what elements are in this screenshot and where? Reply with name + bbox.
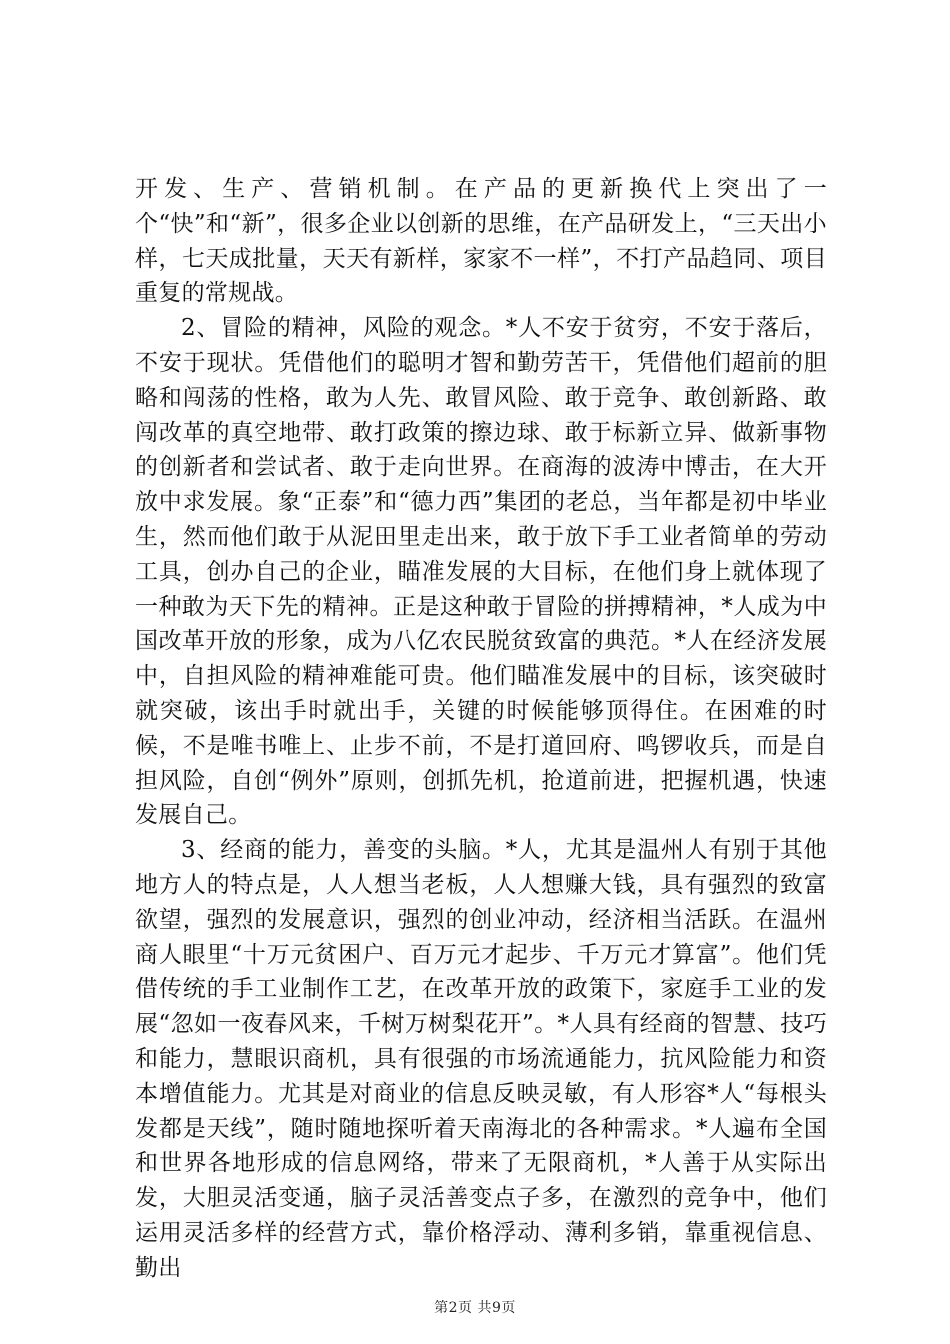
paragraph-continued: 开发、生产、营销机制。在产品的更新换代上突出了一个“快”和“新”，很多企业以创新的思维，在产品研发上，“三天出小样，七天成批量，天天有新样，家家不一样”，不打产品趋同、项目重复的常规战。 (135, 176, 827, 307)
paragraph-risk-spirit: 2、冒险的精神，风险的观念。*人不安于贫穷，不安于落后，不安于现状。凭借他们的聪明才智和勤劳苦干，凭借他们超前的胆略和闯荡的性格，敢为人先、敢冒风险、敢于竞争、敢创新路、敢闯改革的真空地带、敢打政策的擦边球、敢于标新立异、做新事物的创新者和尝试者、敢于走向世界。在商海的波涛中博击，在大开放中求发展。象“正泰”和“德力西”集团的老总，当年都是初中毕业生，然而他们敢于从泥田里走出来，敢于放下手工业者简单的劳动工具，创办自己的企业，瞄准发展的大目标，在他们身上就体现了一种敢为天下先的精神。正是这种敢于冒险的拼搏精神，*人成为中国改革开放的形象，成为八亿农民脱贫致富的典范。*人在经济发展中，自担风险的精神难能可贵。他们瞄准发展中的目标，该突破时就突破，该出手时就出手，关键的时候能够顶得住。在困难的时候，不是唯书唯上、止步不前，不是打道回府、鸣锣收兵，而是自担风险，自创“例外”原则，创抓先机，抢道前进，把握机遇，快速发展自己。 (135, 315, 827, 829)
paragraph-business-ability: 3、经商的能力，善变的头脑。*人，尤其是温州人有别于其他地方人的特点是，人人想当老板，人人想赚大钱，具有强烈的致富欲望，强烈的发展意识，强烈的创业冲动，经济相当活跃。在温州商人眼里“十万元贫困户、百万元才起步、千万元才算富”。他们凭借传统的手工业制作工艺，在改革开放的政策下，家庭手工业的发展“忽如一夜春风来，千树万树梨花开”。*人具有经商的智慧、技巧和能力，慧眼识商机，具有很强的市场流通能力，抗风险能力和资本增值能力。尤其是对商业的信息反映灵敏，有人形容*人“每根头发都是天线”，随时随地探听着天南海北的各种需求。*人遍布全国和世界各地形成的信息网络，带来了无限商机，*人善于从实际出发，大胆灵活变通，脑子灵活善变点子多，在激烈的竞争中，他们运用灵活多样的经营方式，靠价格浮动、薄利多销，靠重视信息、勤出 (135, 837, 827, 1281)
page-number-label: 第2页 共9页 (434, 1300, 516, 1316)
page-footer (0, 1299, 950, 1317)
document-body (135, 172, 827, 1286)
